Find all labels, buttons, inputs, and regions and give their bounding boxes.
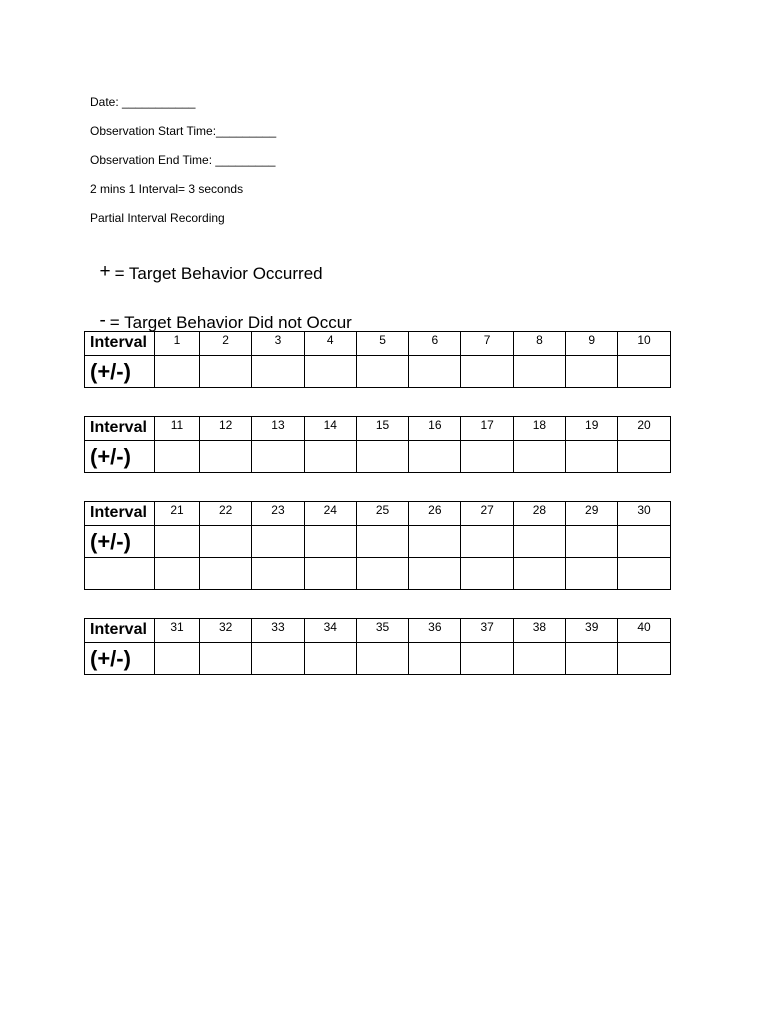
interval-number-cell: 21	[155, 502, 200, 526]
recording-cell[interactable]	[304, 356, 356, 388]
interval-number-cell: 35	[356, 619, 408, 643]
recording-cell[interactable]	[304, 441, 356, 473]
observation-start-time-line: Observation Start Time:_________	[90, 124, 277, 138]
interval-number-cell: 18	[513, 417, 565, 441]
recording-cell[interactable]	[200, 643, 252, 675]
interval-number-cell: 30	[618, 502, 670, 526]
recording-row	[85, 526, 671, 558]
minus-symbol: -	[99, 310, 106, 331]
recording-cell[interactable]	[618, 441, 670, 473]
empty-cell[interactable]	[356, 558, 408, 590]
interval-number-cell: 1	[155, 332, 200, 356]
recording-cell[interactable]	[155, 356, 200, 388]
interval-number-cell: 37	[461, 619, 513, 643]
recording-row-label: (+/-)	[85, 441, 155, 473]
interval-number-cell: 24	[304, 502, 356, 526]
interval-number-cell: 29	[566, 502, 618, 526]
interval-number-cell: 14	[304, 417, 356, 441]
interval-number-cell: 10	[618, 332, 670, 356]
recording-cell[interactable]	[155, 441, 200, 473]
recording-row-label: (+/-)	[85, 356, 155, 388]
recording-cell[interactable]	[461, 356, 513, 388]
interval-number-cell: 17	[461, 417, 513, 441]
interval-number-cell: 13	[252, 417, 304, 441]
recording-cell[interactable]	[566, 356, 618, 388]
interval-table-4	[84, 618, 671, 675]
empty-row	[85, 558, 671, 590]
interval-number-cell: 3	[252, 332, 304, 356]
interval-table-2	[84, 416, 671, 473]
interval-header-row	[85, 332, 671, 356]
interval-table-3	[84, 501, 671, 590]
interval-number-cell: 20	[618, 417, 670, 441]
interval-table-1	[84, 331, 671, 388]
legend-occurred	[90, 244, 323, 284]
recording-cell[interactable]	[513, 526, 565, 558]
interval-number-cell: 34	[304, 619, 356, 643]
recording-cell[interactable]	[566, 643, 618, 675]
interval-number-cell: 25	[356, 502, 408, 526]
recording-cell[interactable]	[618, 643, 670, 675]
empty-cell[interactable]	[252, 558, 304, 590]
interval-number-cell: 9	[566, 332, 618, 356]
recording-cell[interactable]	[356, 356, 408, 388]
empty-cell[interactable]	[85, 558, 155, 590]
recording-cell[interactable]	[409, 643, 461, 675]
interval-number-cell: 40	[618, 619, 670, 643]
recording-cell[interactable]	[618, 356, 670, 388]
recording-cell[interactable]	[200, 441, 252, 473]
interval-header-label: Interval	[85, 417, 155, 441]
recording-cell[interactable]	[200, 526, 252, 558]
recording-method-line: Partial Interval Recording	[90, 211, 225, 225]
recording-cell[interactable]	[409, 441, 461, 473]
empty-cell[interactable]	[461, 558, 513, 590]
interval-header-label: Interval	[85, 619, 155, 643]
recording-cell[interactable]	[566, 441, 618, 473]
empty-cell[interactable]	[618, 558, 670, 590]
recording-cell[interactable]	[566, 526, 618, 558]
interval-number-cell: 15	[356, 417, 408, 441]
recording-cell[interactable]	[513, 441, 565, 473]
interval-number-cell: 33	[252, 619, 304, 643]
empty-cell[interactable]	[566, 558, 618, 590]
recording-cell[interactable]	[155, 526, 200, 558]
interval-number-cell: 11	[155, 417, 200, 441]
date-line: Date: ___________	[90, 95, 196, 109]
recording-cell[interactable]	[461, 441, 513, 473]
interval-number-cell: 5	[356, 332, 408, 356]
recording-cell[interactable]	[252, 356, 304, 388]
recording-cell[interactable]	[304, 643, 356, 675]
recording-row	[85, 441, 671, 473]
interval-number-cell: 2	[200, 332, 252, 356]
recording-cell[interactable]	[356, 441, 408, 473]
interval-number-cell: 23	[252, 502, 304, 526]
interval-number-cell: 19	[566, 417, 618, 441]
recording-cell[interactable]	[409, 356, 461, 388]
interval-info-line: 2 mins 1 Interval= 3 seconds	[90, 182, 244, 196]
interval-number-cell: 4	[304, 332, 356, 356]
recording-cell[interactable]	[461, 643, 513, 675]
interval-number-cell: 32	[200, 619, 252, 643]
recording-cell[interactable]	[252, 526, 304, 558]
interval-number-cell: 6	[409, 332, 461, 356]
interval-number-cell: 7	[461, 332, 513, 356]
interval-number-cell: 12	[200, 417, 252, 441]
legend-not-occurred	[90, 293, 352, 333]
interval-number-cell: 26	[409, 502, 461, 526]
observation-end-time-line: Observation End Time: _________	[90, 153, 276, 167]
recording-cell[interactable]	[513, 356, 565, 388]
recording-cell[interactable]	[252, 643, 304, 675]
recording-cell[interactable]	[618, 526, 670, 558]
interval-header-row	[85, 619, 671, 643]
recording-cell[interactable]	[356, 643, 408, 675]
interval-number-cell: 16	[409, 417, 461, 441]
recording-cell[interactable]	[513, 643, 565, 675]
interval-header-row	[85, 417, 671, 441]
empty-cell[interactable]	[513, 558, 565, 590]
empty-cell[interactable]	[200, 558, 252, 590]
plus-symbol: +	[99, 261, 111, 282]
interval-header-label: Interval	[85, 502, 155, 526]
interval-header-label: Interval	[85, 332, 155, 356]
recording-cell[interactable]	[409, 526, 461, 558]
recording-cell[interactable]	[461, 526, 513, 558]
interval-number-cell: 36	[409, 619, 461, 643]
empty-cell[interactable]	[409, 558, 461, 590]
recording-cell[interactable]	[155, 643, 200, 675]
empty-cell[interactable]	[304, 558, 356, 590]
recording-cell[interactable]	[304, 526, 356, 558]
interval-number-cell: 28	[513, 502, 565, 526]
interval-number-cell: 8	[513, 332, 565, 356]
recording-cell[interactable]	[252, 441, 304, 473]
interval-number-cell: 27	[461, 502, 513, 526]
recording-row-label: (+/-)	[85, 643, 155, 675]
recording-cell[interactable]	[200, 356, 252, 388]
legend-not-occurred-text: = Target Behavior Did not Occur	[109, 313, 352, 332]
recording-row	[85, 356, 671, 388]
empty-cell[interactable]	[155, 558, 200, 590]
recording-row	[85, 643, 671, 675]
recording-cell[interactable]	[356, 526, 408, 558]
interval-number-cell: 38	[513, 619, 565, 643]
interval-number-cell: 39	[566, 619, 618, 643]
interval-header-row	[85, 502, 671, 526]
interval-number-cell: 22	[200, 502, 252, 526]
interval-number-cell: 31	[155, 619, 200, 643]
recording-row-label: (+/-)	[85, 526, 155, 558]
legend-occurred-text: = Target Behavior Occurred	[114, 264, 323, 283]
